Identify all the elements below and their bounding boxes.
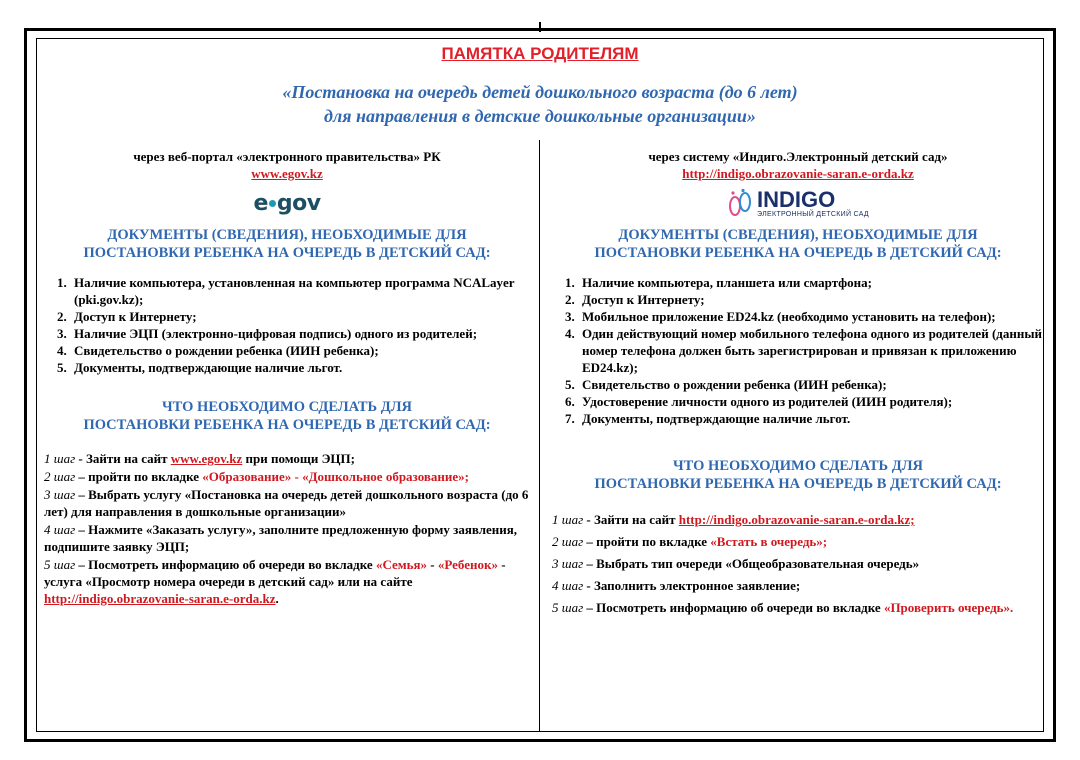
left-documents-list [44,274,530,376]
egov-logo-dot-icon [269,200,276,207]
left-step-4 [44,521,530,555]
right-documents-heading [552,226,1044,262]
left-documents-heading [44,226,530,262]
left-documents-heading-line-2: ПОСТАНОВКИ РЕБЕНКА НА ОЧЕРЕДЬ В ДЕТСКИЙ САД: [83,245,491,261]
subtitle [0,80,1080,128]
step-text: - [291,469,303,484]
list-item: 6. Удостоверение личности одного из родителей (ИИН родителя); [578,393,1044,410]
left-steps-heading-line-2: ПОСТАНОВКИ РЕБЕНКА НА ОЧЕРЕДЬ В ДЕТСКИЙ САД: [83,417,491,433]
right-step-3 [552,555,1044,572]
step-text: – пройти по вкладке [583,534,711,549]
step-number: 5 шаг [552,600,584,615]
step-number: 4 шаг [44,522,76,537]
egov-logo-gov: gov [276,190,321,216]
list-item: 4. Свидетельство о рождении ребенка (ИИН ребенка); [70,342,530,359]
step-text: . [275,591,279,606]
page-title-text: ПАМЯТКА РОДИТЕЛЯМ [441,44,639,63]
tab-name-child: «Ребенок» [437,557,498,572]
right-source-link[interactable]: http://indigo.obrazovanie-saran.e-orda.kz [682,166,914,181]
subtitle-line-2: для направления в детские дошкольные организации» [324,106,756,126]
left-source-link[interactable]: www.egov.kz [251,166,323,181]
right-steps [552,511,1044,616]
page-title [0,44,1080,64]
right-documents-heading-line-2: ПОСТАНОВКИ РЕБЕНКА НА ОЧЕРЕДЬ В ДЕТСКИЙ САД: [594,245,1002,261]
right-step-1 [552,511,1044,528]
left-column [44,148,530,608]
step-number: 3 шаг [552,556,584,571]
left-step-2 [44,468,530,485]
step-text: - услуга «Просмотр номера очереди в детский сад» или на сайте [44,557,506,589]
right-steps-heading-line-1: ЧТО НЕОБХОДИМО СДЕЛАТЬ ДЛЯ [673,458,923,474]
list-item: 1. Наличие компьютера, установленная на компьютер программа NCALayer (pki.gov.kz); [70,274,530,308]
right-documents-list [552,274,1044,427]
egov-link[interactable]: www.egov.kz [170,451,243,466]
step-text: – Посмотреть информацию об очереди во вкладке [75,557,376,572]
right-step-2 [552,533,1044,550]
left-step-3 [44,486,530,520]
step-text: - Заполнить электронное заявление; [583,578,801,593]
step-number: 1 шаг [552,512,584,527]
tab-name-preschool: «Дошкольное образование»; [302,469,469,484]
step-text: при помощи ЭЦП; [242,451,355,466]
left-source-label: через веб-портал «электронного правительства» РК [133,149,441,164]
step-number: 1 шаг [44,451,76,466]
step-text: - Зайти на сайт [75,451,171,466]
indigo-link[interactable]: http://indigo.obrazovanie-saran.e-orda.kz [44,591,276,606]
list-item: 5. Документы, подтверждающие наличие льгот. [70,359,530,376]
right-step-4 [552,577,1044,594]
left-steps-heading [44,398,530,434]
step-text: . [1010,600,1014,615]
left-steps [44,450,530,607]
step-number: 3 шаг [44,487,76,502]
egov-logo-e: e [253,190,268,216]
tab-name-check-queue: «Проверить очередь» [883,600,1011,615]
right-steps-heading [552,457,1044,493]
step-number: 2 шаг [44,469,76,484]
step-text: – Посмотреть информацию об очереди во вкладке [583,600,884,615]
column-divider [539,140,540,732]
subtitle-line-1: «Постановка на очередь детей дошкольного возраста (до 6 лет) [282,82,798,102]
right-step-5 [552,599,1044,616]
step-text: – Нажмите «Заказать услугу», заполните предложенную форму заявления, подпишите заявку ЭЦП; [44,522,518,554]
step-text: – Выбрать тип очереди «Общеобразовательная очередь» [583,556,920,571]
tab-name-education: «Образование» [202,469,292,484]
step-text: - [427,557,438,572]
left-documents-heading-line-1: ДОКУМЕНТЫ (СВЕДЕНИЯ), НЕОБХОДИМЫЕ ДЛЯ [107,227,467,243]
indigo-link[interactable]: http://indigo.obrazovanie-saran.e-orda.kz; [678,512,915,527]
tab-name-join-queue: «Встать в очередь»; [710,534,828,549]
tab-name-family: «Семья» [375,557,428,572]
right-steps-heading-line-2: ПОСТАНОВКИ РЕБЕНКА НА ОЧЕРЕДЬ В ДЕТСКИЙ САД: [594,476,1002,492]
left-steps-heading-line-1: ЧТО НЕОБХОДИМО СДЕЛАТЬ ДЛЯ [162,399,412,415]
right-column [552,148,1044,617]
list-item: 3. Мобильное приложение ED24.kz (необходимо установить на телефон); [578,308,1044,325]
indigo-logo [552,186,1044,220]
list-item: 4. Один действующий номер мобильного телефона одного из родителей (данный номер телефона должен быть зарегистрирован и привязан к приложению ED24.kz); [578,325,1044,376]
left-step-1 [44,450,530,467]
step-number: 4 шаг [552,578,584,593]
step-text: – Выбрать услугу «Постановка на очередь детей дошкольного возраста (до 6 лет) для направления в дошкольные организации» [44,487,529,519]
egov-logo [44,186,530,220]
list-item: 7. Документы, подтверждающие наличие льгот. [578,410,1044,427]
list-item: 2. Доступ к Интернету; [70,308,530,325]
step-number: 5 шаг [44,557,76,572]
indigo-logo-word: INDIGO [757,186,836,212]
left-step-5 [44,556,530,607]
list-item: 2. Доступ к Интернету; [578,291,1044,308]
right-source-label: через систему «Индиго.Электронный детский сад» [648,149,948,164]
list-item: 5. Свидетельство о рождении ребенка (ИИН ребенка); [578,376,1044,393]
list-item: 1. Наличие компьютера, планшета или смартфона; [578,274,1044,291]
right-documents-heading-line-1: ДОКУМЕНТЫ (СВЕДЕНИЯ), НЕОБХОДИМЫЕ ДЛЯ [618,227,978,243]
step-number: 2 шаг [552,534,584,549]
step-text: – пройти по вкладке [75,469,203,484]
list-item: 3. Наличие ЭЦП (электронно-цифровая подпись) одного из родителей; [70,325,530,342]
indigo-logo-subtitle: ЭЛЕКТРОННЫЙ ДЕТСКИЙ САД [757,210,869,218]
step-text: - Зайти на сайт [583,512,679,527]
footprint-icon [727,188,753,218]
